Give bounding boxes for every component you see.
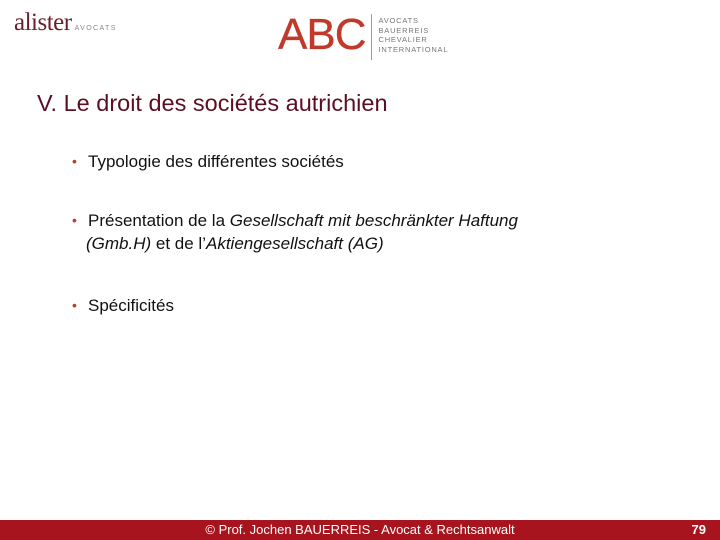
page-number: 79 (691, 522, 706, 537)
bullet-text (88, 209, 672, 232)
bullet-text-italic: Aktiengesellschaft (AG) (205, 234, 384, 253)
bullet-text: Typologie des différentes sociétés (88, 152, 344, 171)
abci-logo-line: INTERNATIONAL (378, 44, 449, 54)
bullet-marker: • (72, 212, 77, 228)
abci-logo-line: BAUERREIS (378, 25, 430, 35)
bullet-text-continuation (86, 232, 672, 255)
bullet-item (72, 150, 672, 173)
bullet-text-italic: (Gmb.H) (86, 234, 152, 253)
bullet-text: Spécificités (88, 296, 174, 315)
footer-bar (0, 520, 720, 540)
bullet-text-prefix: Présentation de la (88, 211, 230, 230)
abci-logo-line: AVOCATS (378, 16, 419, 25)
bullet-text-italic: Gesellschaft mit beschränkter Haftung (229, 211, 518, 230)
bullet-text-mid: et de l’ (151, 234, 206, 253)
abci-logo-letters: ABC (278, 10, 366, 59)
abci-logo-line: CHEVALIER (378, 35, 428, 44)
bullet-marker: • (72, 297, 77, 313)
footer-credit: © Prof. Jochen BAUERREIS - Avocat & Rechtsanwalt (205, 522, 515, 537)
bullet-marker: • (72, 153, 77, 169)
bullet-item (72, 294, 672, 317)
slide-title: V. Le droit des sociétés autrichien (37, 90, 388, 116)
bullet-item (72, 209, 672, 255)
alister-logo-word: alister (14, 9, 72, 36)
alister-logo-subtitle: AVOCATS (74, 25, 117, 32)
